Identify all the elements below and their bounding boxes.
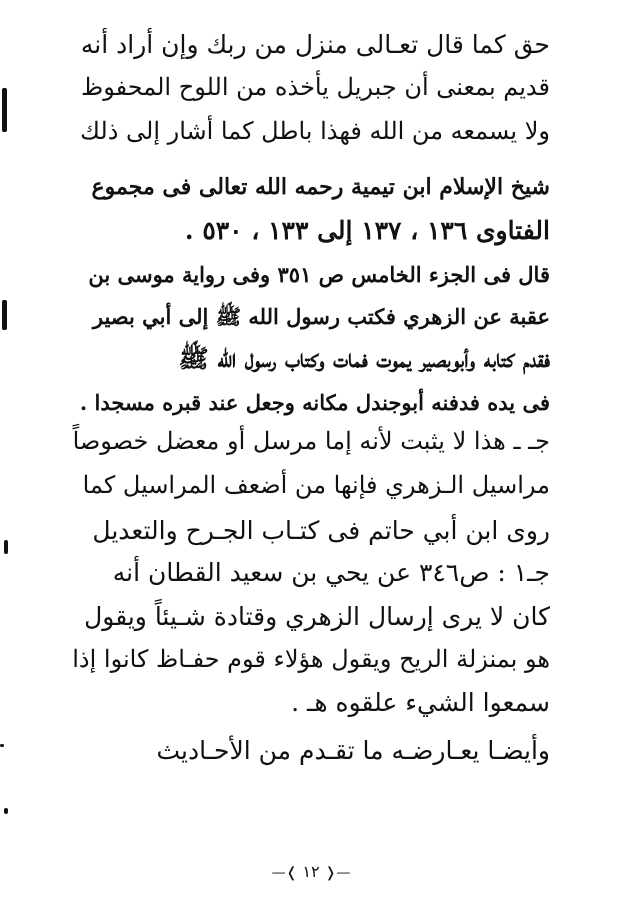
page-number-value: ١٢ — [302, 862, 320, 881]
text-line: روى ابن أبي حاتم فى كتـاب الجـرح والتعديل — [92, 516, 550, 545]
text-line: فقدم كتابه وأبوبصير يموت فمات وكتاب رسول الله ﷺ — [178, 344, 550, 373]
left-margin-mark — [2, 88, 7, 132]
text-line: هو بمنزلة الريح ويقول هؤلاء قوم حفـاظ كانوا إذا — [72, 645, 550, 673]
text-line: حق كما قال تعـالى منزل من ربك وإن أراد أنه — [80, 30, 550, 59]
page-number — [0, 862, 622, 881]
text-line: جـ١ : ص٣٤٦ عن يحي بن سعيد القطان أنه — [112, 558, 550, 587]
left-margin-mark — [2, 300, 7, 330]
text-line: شيخ الإسلام ابن تيمية رحمه الله تعالى فى مجموع — [91, 174, 550, 200]
text-line: الفتاوى ١٣٦ ، ١٣٧ إلى ١٣٣ ، ٥٣٠ . — [184, 216, 550, 245]
text-line: سمعوا الشيء علقوه هـ . — [291, 688, 550, 717]
text-line: مراسيل الـزهري فإنها من أضعف المراسيل كما — [82, 471, 550, 499]
text-line: فى يده فدفنه أبوجندل مكانه وجعل عند قبره مسجدا . — [79, 390, 550, 415]
text-line: كان لا يرى إرسال الزهري وقتادة شـيئاً ويقول — [84, 602, 550, 631]
left-margin-mark — [4, 540, 8, 554]
ornament-left-icon: —❬ — [324, 865, 351, 881]
left-margin-mark — [0, 744, 4, 747]
left-margin-mark — [4, 808, 8, 814]
text-line: ولا يسمعه من الله فهذا باطل كما أشار إلى ذلك — [80, 117, 550, 145]
text-line: قديم بمعنى أن جبريل يأخذه من اللوح المحفوظ — [81, 73, 550, 101]
text-line: قال فى الجزء الخامس ص ٣٥١ وفى رواية موسى بن — [88, 262, 550, 287]
text-line: وأيضـا يعـارضـه ما تقـدم من الأحـاديث — [156, 736, 550, 765]
text-line: عقبة عن الزهري فكتب رسول الله ﷺ إلى أبي بصير — [92, 304, 550, 329]
ornament-right-icon: ❭— — [271, 865, 298, 881]
text-line: جـ ـ هذا لا يثبت لأنه إما مرسل أو معضل خصوصاً — [72, 427, 550, 455]
